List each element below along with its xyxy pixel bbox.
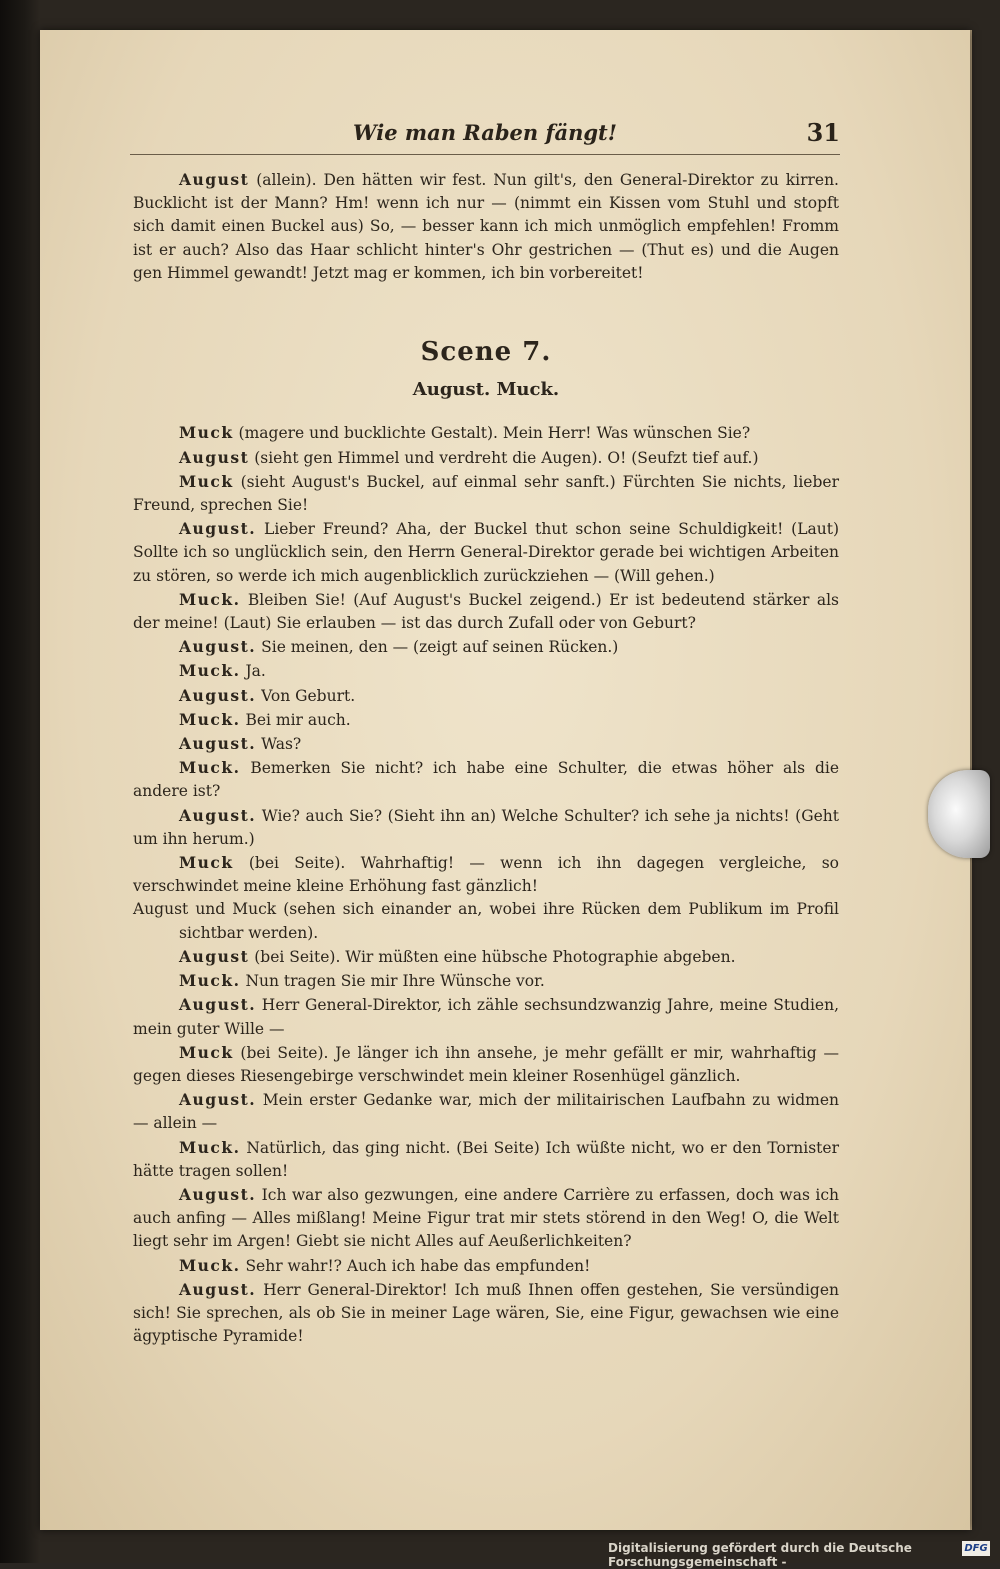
speech-text: (allein). Den hätten wir fest. Nun gilt's, den General-Direktor zu kirren. Bucklicht ist der Mann? Hm! wenn ich nur — (nimmt ein Kissen vom Stuhl und stopft sich damit einen Buckel aus) So, — besser kann ich mich unmöglich empfehlen! Fromm ist er auch? Also das Haar schlicht hinter's Ohr gestrichen — (Thut es) und die Augen gen Himmel gewandt! Jetzt mag er kommen, ich bin vorbereitet! bbox=[133, 171, 839, 282]
speech-text: Mein erster Gedanke war, mich der militairischen Laufbahn zu widmen — allein — bbox=[133, 1091, 839, 1133]
dialogue-line bbox=[133, 1278, 839, 1349]
speech-text: Wie? auch Sie? (Sieht ihn an) Welche Schulter? ich sehe ja nichts! (Geht um ihn herum.) bbox=[133, 806, 839, 848]
speech-text: (sieht August's Buckel, auf einmal sehr sanft.) Fürchten Sie nichts, lieber Freund, sprechen Sie! bbox=[133, 472, 839, 515]
speaker-name: Muck bbox=[179, 471, 234, 491]
dialogue-line bbox=[133, 1088, 839, 1135]
dialogue-line bbox=[133, 945, 839, 969]
speaker-name: Muck. bbox=[179, 589, 241, 609]
dialogue-line bbox=[133, 588, 839, 635]
dialogue-line bbox=[133, 1254, 839, 1278]
dialogue-line bbox=[133, 851, 839, 898]
dialogue-line bbox=[133, 1041, 839, 1088]
opening-paragraph bbox=[133, 168, 839, 285]
dialogue-line bbox=[133, 446, 839, 470]
speaker-name: Muck. bbox=[179, 1137, 241, 1157]
dialogue-line bbox=[133, 732, 839, 756]
speech-text: Nun tragen Sie mir Ihre Wünsche vor. bbox=[240, 972, 545, 991]
speech-text: Sie meinen, den — (zeigt auf seinen Rücken.) bbox=[256, 638, 619, 657]
speaker-name: August. bbox=[179, 1090, 257, 1110]
speaker-name: Muck bbox=[179, 423, 234, 443]
speech-text: Lieber Freund? Aha, der Buckel thut schon seine Schuldigkeit! (Laut) Sollte ich so unglücklich sein, den Herrn General-Direktor gerade bei wichtigen Arbeiten zu stören, so werde ich mich augenblicklich zurückziehen — (Will gehen.) bbox=[133, 520, 839, 585]
dialogue-line bbox=[133, 756, 839, 803]
dialogue-line bbox=[133, 1136, 839, 1183]
speech-text: Von Geburt. bbox=[256, 686, 356, 705]
dialogue-line bbox=[133, 517, 839, 588]
joint-stage-direction: August und Muck (sehen sich einander an, wobei ihre Rücken dem Publikum im Profil sichtbar werden). bbox=[133, 900, 839, 942]
digitization-credit: Digitalisierung gefördert durch die Deutsche Forschungsgemeinschaft - bbox=[608, 1541, 912, 1569]
dialogue-block bbox=[133, 421, 839, 898]
dialogue-line bbox=[133, 804, 839, 851]
speaker-name: August. bbox=[179, 805, 257, 825]
speech-text: Sehr wahr!? Auch ich habe das empfunden! bbox=[240, 1256, 591, 1275]
speech-text: (bei Seite). Wahrhaftig! — wenn ich ihn dagegen vergleiche, so verschwindet meine kleine Erhöhung fast gänzlich! bbox=[133, 854, 839, 896]
dialogue-block bbox=[133, 945, 839, 1348]
dialogue-line bbox=[133, 969, 839, 993]
speaker-name: Muck bbox=[179, 853, 234, 873]
speaker-name: August. bbox=[179, 685, 257, 705]
page-text bbox=[133, 168, 839, 1348]
scene-cast: August. Muck. bbox=[412, 379, 560, 401]
speaker-name: Muck. bbox=[179, 661, 241, 681]
speech-text: (bei Seite). Je länger ich ihn ansehe, je mehr gefällt er mir, wahrhaftig — gegen dieses Riesengebirge verschwindet mein kleiner Rosenhügel gänzlich. bbox=[133, 1043, 839, 1085]
speech-text: Herr General-Direktor! Ich muß Ihnen offen gestehen, Sie versündigen sich! Sie sprechen, als ob Sie in meiner Lage wären, Sie, eine Figur, gewachsen wie eine ägyptische Pyramide! bbox=[133, 1280, 839, 1346]
speaker-name: Muck. bbox=[179, 1255, 241, 1275]
page-number: 31 bbox=[806, 118, 840, 147]
scene-title: Scene 7. bbox=[420, 337, 552, 368]
speaker-name: August. bbox=[179, 995, 257, 1015]
dialogue-line bbox=[133, 659, 839, 683]
speech-text: (magere und bucklichte Gestalt). Mein Herr! Was wünschen Sie? bbox=[233, 424, 751, 443]
speech-text: Natürlich, das ging nicht. (Bei Seite) Ich wüßte nicht, wo er den Tornister hätte tragen sollen! bbox=[133, 1138, 839, 1180]
speaker-name: August bbox=[179, 447, 250, 467]
speech-text: Bei mir auch. bbox=[240, 710, 351, 729]
dialogue-line bbox=[133, 708, 839, 732]
speaker-name: August. bbox=[179, 1279, 257, 1299]
speech-text: Herr General-Direktor, ich zähle sechsundzwanzig Jahre, meine Studien, mein guter Wille — bbox=[133, 996, 839, 1038]
dialogue-line bbox=[133, 635, 839, 659]
dialogue-line bbox=[133, 470, 839, 517]
speaker-name: Muck bbox=[179, 1042, 234, 1062]
dialogue-line bbox=[133, 1183, 839, 1254]
speaker-name: August. bbox=[179, 637, 257, 657]
speaker-name: August. bbox=[179, 519, 257, 539]
speaker-name: Muck. bbox=[179, 758, 241, 778]
dialogue-line bbox=[133, 421, 839, 445]
speaker-name: Muck. bbox=[179, 971, 241, 991]
speaker-name: August bbox=[179, 946, 250, 966]
speech-text: (sieht gen Himmel und verdreht die Augen). O! (Seufzt tief auf.) bbox=[249, 448, 759, 467]
dialogue-line bbox=[133, 684, 839, 708]
speaker-name: Muck. bbox=[179, 709, 241, 729]
speech-text: Bleiben Sie! (Auf August's Buckel zeigend.) Er ist bedeutend stärker als der meine! (Laut) Sie erlauben — ist das durch Zufall oder von Geburt? bbox=[133, 590, 839, 633]
speaker-name: August. bbox=[179, 1184, 257, 1204]
dfg-logo: DFG bbox=[962, 1541, 990, 1556]
speech-text: Ich war also gezwungen, eine andere Carrière zu erfassen, doch was ich auch anfing — Alles mißlang! Meine Figur trat mir stets störend in den Weg! O, die Welt liegt sehr im Argen! Giebt sie nicht Alles auf Aeußerlichkeiten? bbox=[133, 1185, 839, 1251]
speaker-name: August. bbox=[179, 734, 257, 754]
speech-text: Was? bbox=[256, 735, 302, 754]
speech-text: (bei Seite). Wir müßten eine hübsche Photographie abgeben. bbox=[249, 947, 736, 966]
running-title: Wie man Raben fängt! bbox=[353, 120, 617, 145]
speech-text: Ja. bbox=[240, 662, 266, 681]
page-header bbox=[130, 118, 840, 155]
speech-text: Bemerken Sie nicht? ich habe eine Schulter, die etwas höher als die andere ist? bbox=[133, 759, 839, 801]
speaker-name: August bbox=[179, 170, 250, 189]
dialogue-line bbox=[133, 993, 839, 1040]
